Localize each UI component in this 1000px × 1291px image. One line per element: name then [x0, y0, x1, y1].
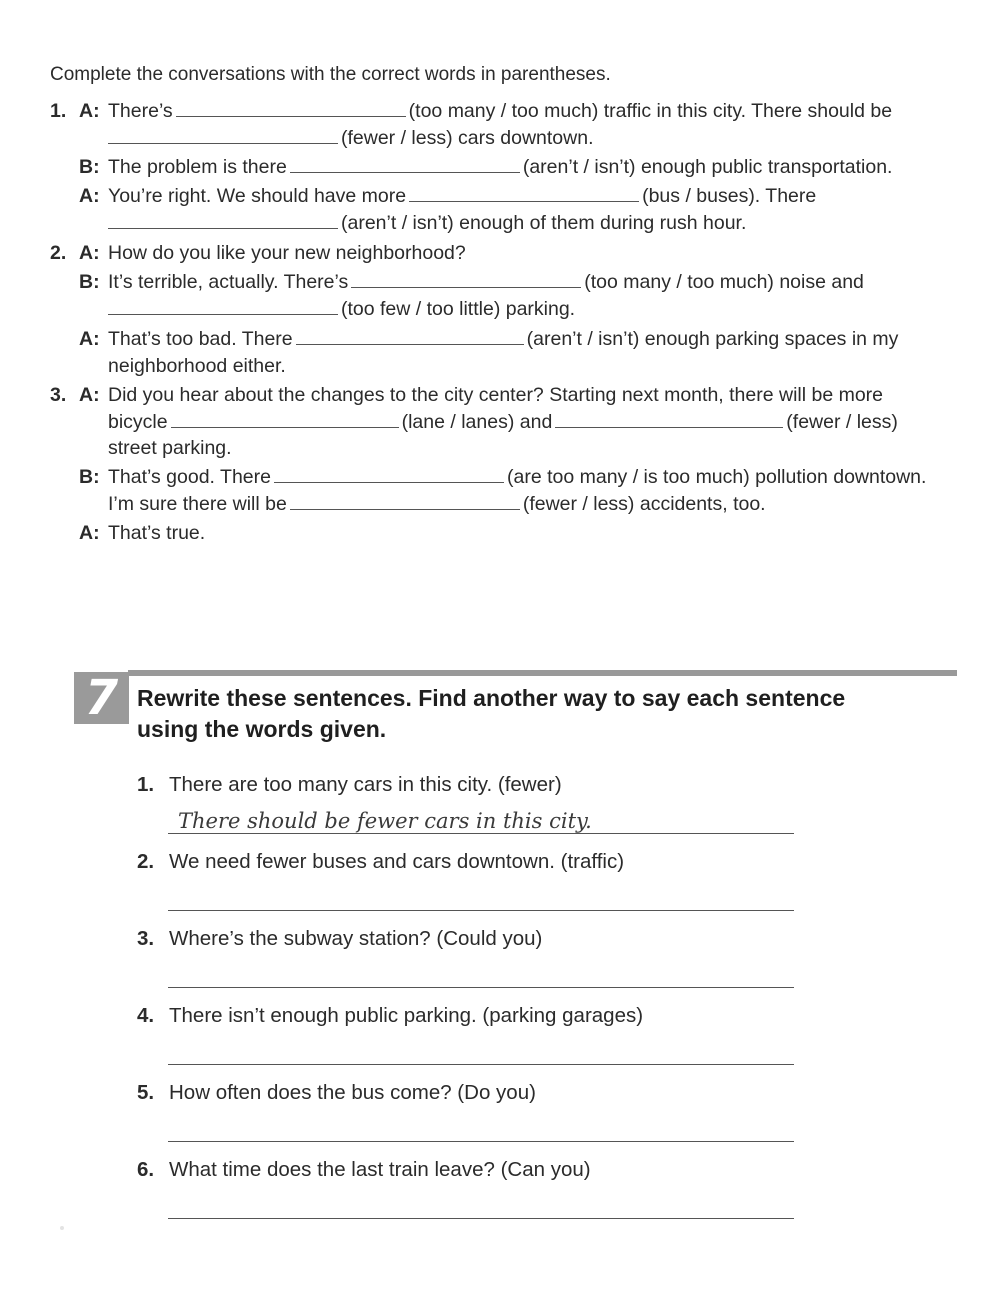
- line-text: neighborhood either.: [108, 355, 286, 377]
- scan-speck: [60, 1226, 64, 1230]
- line-text-post: (too many / too much) traffic in this city. There should be: [408, 100, 893, 122]
- item-number: 1.: [137, 773, 155, 796]
- line-text-pre: bicycle: [108, 411, 168, 433]
- item-text: What time does the last train leave? (Can you): [169, 1158, 591, 1181]
- rewrite-item: [137, 1081, 536, 1105]
- answer-blank[interactable]: [290, 508, 520, 510]
- line-text-post: (bus / buses). There: [642, 185, 817, 207]
- instructions: Complete the conversations with the correct words in parentheses.: [50, 64, 611, 85]
- answer-line[interactable]: [168, 986, 794, 988]
- line-text: How do you like your new neighborhood?: [108, 242, 466, 264]
- answer-line[interactable]: [168, 1140, 794, 1142]
- speaker-label: A:: [79, 185, 100, 207]
- item-text: Where’s the subway station? (Could you): [169, 927, 543, 950]
- line-text: [108, 298, 575, 321]
- item-number: 3.: [137, 927, 155, 950]
- line-text-pre: I’m sure there will be: [108, 493, 287, 515]
- conv2-number: 2.: [50, 242, 67, 264]
- line-text-post: (aren’t / isn’t) enough of them during rush hour.: [341, 212, 747, 234]
- rewrite-item: [137, 773, 562, 797]
- line-text: [108, 328, 898, 351]
- answer-blank[interactable]: [108, 142, 338, 144]
- conv3-number: 3.: [50, 384, 67, 406]
- line-text: [108, 493, 766, 516]
- speaker-label: B:: [79, 466, 100, 488]
- line-text-pre: The problem is there: [108, 156, 287, 178]
- rewrite-item: [137, 1158, 591, 1182]
- answer-line[interactable]: [168, 1217, 794, 1219]
- answer-blank[interactable]: [171, 426, 399, 428]
- answer-blank[interactable]: [296, 343, 524, 345]
- speaker-label: B:: [79, 271, 100, 293]
- rewrite-item: [137, 1004, 643, 1028]
- answer-blank[interactable]: [555, 426, 783, 428]
- line-text: That’s true.: [108, 522, 206, 544]
- line-text: [108, 411, 898, 434]
- item-number: 5.: [137, 1081, 155, 1104]
- item-number: 6.: [137, 1158, 155, 1181]
- answer-blank[interactable]: [409, 200, 639, 202]
- line-text-post: (fewer / less): [786, 411, 898, 433]
- section-title: [137, 683, 845, 745]
- answer-line[interactable]: [168, 1063, 794, 1065]
- answer-blank[interactable]: [351, 286, 581, 288]
- line-text-post: (aren’t / isn’t) enough parking spaces in my: [526, 328, 899, 350]
- line-text-pre: That’s too bad. There: [108, 328, 293, 350]
- item-number: 4.: [137, 1004, 155, 1027]
- line-text: [108, 466, 926, 489]
- rewrite-item: [137, 927, 542, 951]
- line-text-post: (aren’t / isn’t) enough public transportation.: [522, 156, 893, 178]
- line-text: [108, 212, 746, 235]
- answer-line[interactable]: [168, 832, 794, 834]
- item-text: There are too many cars in this city. (fewer): [169, 773, 562, 796]
- answer-blank[interactable]: [108, 227, 338, 229]
- speaker-label: B:: [79, 156, 100, 178]
- section-number-badge: 7: [74, 672, 129, 724]
- line-text-post: (fewer / less) accidents, too.: [522, 493, 766, 515]
- line-text-pre: That’s good. There: [108, 466, 271, 488]
- speaker-label: A:: [79, 384, 100, 406]
- section-title-line1: Rewrite these sentences. Find another way to say each sentence: [137, 685, 846, 711]
- speaker-label: A:: [79, 328, 100, 350]
- speaker-label: A:: [79, 242, 100, 264]
- section-divider: [128, 670, 957, 676]
- item-text: How often does the bus come? (Do you): [169, 1081, 536, 1104]
- conv1-number: 1.: [50, 100, 67, 122]
- line-text-pre: It’s terrible, actually. There’s: [108, 271, 349, 293]
- line-text-pre: There’s: [108, 100, 173, 122]
- line-text-post: (fewer / less) cars downtown.: [341, 127, 594, 149]
- line-text-post: (are too many / is too much) pollution downtown.: [506, 466, 927, 488]
- answer-line[interactable]: [168, 909, 794, 911]
- line-text: [108, 127, 594, 150]
- item-text: We need fewer buses and cars downtown. (traffic): [169, 850, 625, 873]
- item-text: There isn’t enough public parking. (parking garages): [169, 1004, 644, 1027]
- line-text: [108, 271, 864, 294]
- line-text: [108, 100, 892, 123]
- speaker-label: A:: [79, 100, 100, 122]
- line-text-mid: (lane / lanes) and: [401, 411, 553, 433]
- rewrite-item: [137, 850, 624, 874]
- section-title-line2: using the words given.: [137, 716, 387, 742]
- speaker-label: A:: [79, 522, 100, 544]
- line-text: [108, 156, 892, 179]
- line-text: Did you hear about the changes to the city center? Starting next month, there will be more: [108, 384, 884, 406]
- line-text-pre: You’re right. We should have more: [108, 185, 407, 207]
- line-text: street parking.: [108, 437, 232, 459]
- answer-blank[interactable]: [108, 313, 338, 315]
- answer-blank[interactable]: [274, 481, 504, 483]
- answer-blank[interactable]: [176, 115, 406, 117]
- answer-blank[interactable]: [290, 171, 520, 173]
- line-text-post: (too few / too little) parking.: [341, 298, 576, 320]
- line-text-post: (too many / too much) noise and: [584, 271, 864, 293]
- line-text: [108, 185, 816, 208]
- item-number: 2.: [137, 850, 155, 873]
- handwritten-answer: There should be fewer cars in this city.: [178, 809, 592, 833]
